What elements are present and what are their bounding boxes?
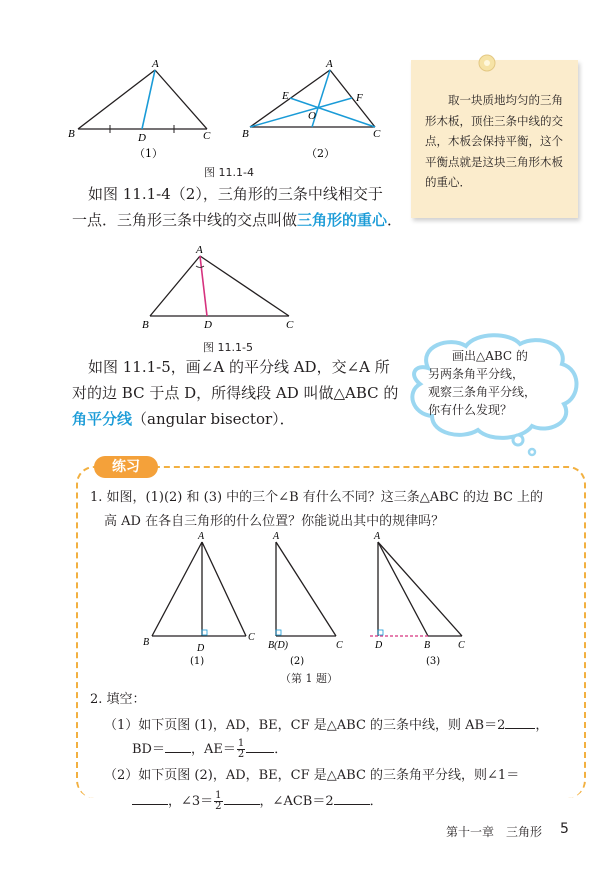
svg-text:C: C <box>373 128 381 140</box>
exercise-figure <box>140 530 470 670</box>
figure-11-1-5 <box>138 242 308 337</box>
cloud-text: 画出△ABC 的 另两条角平分线， 观察三条角平分线， 你有什么发现？ <box>428 349 537 417</box>
para1-line1: 如图 11.1-4（2），三角形的三条中线相交于 <box>88 185 383 203</box>
para2-line1: 如图 11.1-5，画∠A 的平分线 AD，交∠A 所 <box>88 358 390 376</box>
svg-text:D: D <box>204 319 212 331</box>
svg-text:C: C <box>286 319 294 331</box>
q1-line1: 1. 如图，(1)(2) 和 (3) 中的三个∠B 有什么不同？这三条△ABC 的边 BC 上的 <box>90 490 544 505</box>
side-note <box>411 60 578 218</box>
page-number: 5 <box>560 821 569 837</box>
svg-text:A: A <box>273 531 280 542</box>
svg-text:O: O <box>308 110 316 122</box>
q2-2-line1: （2）如下页图 (2)，AD，BE，CF 是△ABC 的三条角平分线，则∠1＝ <box>104 768 520 783</box>
svg-text:B: B <box>242 128 249 140</box>
para2-line3: 角平分线（angular bisector）． <box>72 410 295 428</box>
svg-text:E: E <box>282 90 289 102</box>
q2-2-line2: ，∠3＝ $\frac{1}{2}$ ，∠ACB＝2 ． <box>132 790 383 814</box>
side-note-text: 取一块质地均匀的三角形木板，顶住三条中线的交点，木板会保持平衡，这个平衡点就是这块三角形木板的重心． <box>425 93 563 189</box>
svg-text:C: C <box>458 640 465 651</box>
term-centroid: 三角形的重心 <box>297 211 388 229</box>
svg-text:(2): (2) <box>290 656 305 667</box>
svg-text:A: A <box>374 531 381 542</box>
svg-text:A: A <box>326 58 333 70</box>
label-D: D <box>138 132 146 144</box>
q2-1-line2: BD＝ ，AE＝ $\frac{1}{2}$ ． <box>132 738 288 760</box>
figure-11-1-4-right <box>240 55 400 165</box>
exercise-figure-title: （第 1 题） <box>280 672 338 685</box>
para1-line2: 一点．三角形三条中线的交点叫做三角形的重心． <box>72 211 403 229</box>
caption-1: （1） <box>134 147 163 160</box>
label-A: A <box>152 58 159 70</box>
footer-chapter: 第十一章 三角形 <box>446 825 543 839</box>
svg-text:D: D <box>197 643 205 654</box>
svg-text:B(D): B(D) <box>268 640 288 651</box>
exercise-tab: 练习 <box>94 456 158 478</box>
figure-title-11-1-4: 图 11.1-4 <box>204 166 254 179</box>
svg-text:（2）: （2） <box>306 147 335 160</box>
label-B: B <box>68 128 75 140</box>
svg-text:F: F <box>356 92 363 104</box>
svg-text:A: A <box>198 531 205 542</box>
para2-line2: 对的边 BC 于点 D，所得线段 AD 叫做△ABC 的 <box>72 384 399 402</box>
svg-text:C: C <box>248 632 255 643</box>
q2-1-line1: （1）如下页图 (1)，AD，BE，CF 是△ABC 的三条中线，则 AB＝2 ， <box>104 718 549 733</box>
q2-title: 2. 填空： <box>90 692 146 707</box>
label-C: C <box>203 130 211 142</box>
figure-11-1-4-left <box>60 55 230 165</box>
q1-line2: 高 AD 在各自三角形的什么位置？你能说出其中的规律吗？ <box>104 514 445 529</box>
figure-title-11-1-5: 图 11.1-5 <box>203 341 253 354</box>
svg-text:D: D <box>375 640 383 651</box>
svg-text:C: C <box>336 640 343 651</box>
svg-text:B: B <box>142 319 149 331</box>
svg-text:A: A <box>196 244 203 256</box>
svg-text:B: B <box>143 637 150 648</box>
pushpin-icon <box>475 54 499 82</box>
svg-text:(1): (1) <box>190 656 205 667</box>
svg-text:(3): (3) <box>426 656 441 667</box>
svg-text:B: B <box>424 640 431 651</box>
term-angle-bisector: 角平分线 <box>72 410 133 428</box>
